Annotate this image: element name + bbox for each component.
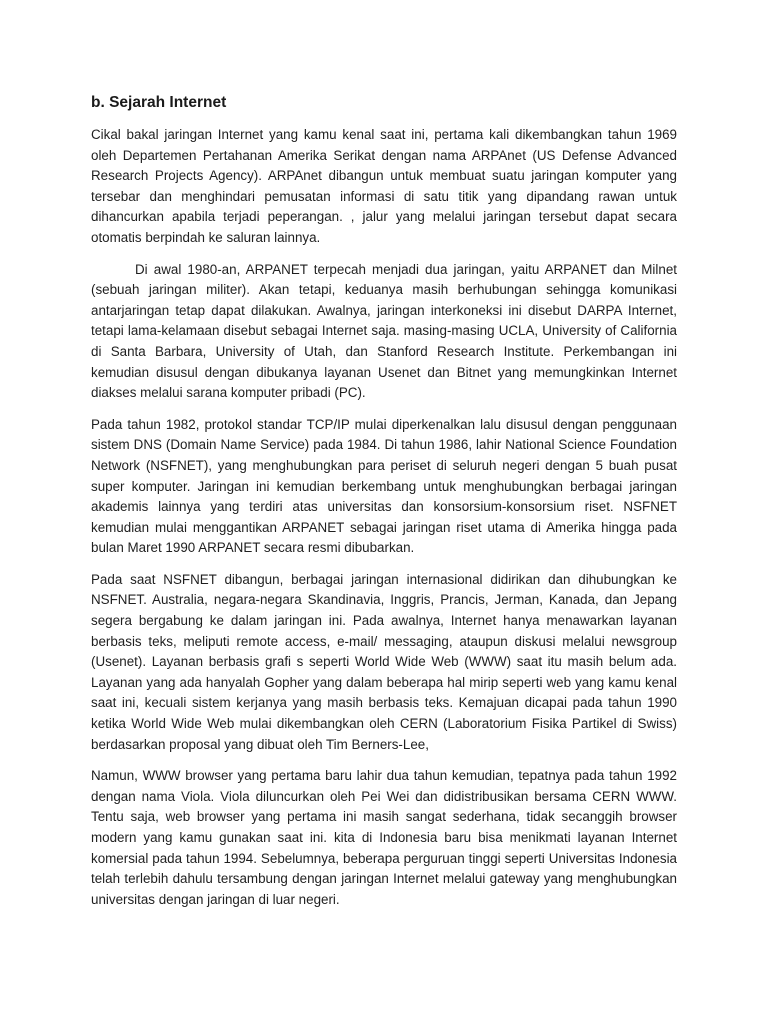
paragraph-3: Pada tahun 1982, protokol standar TCP/IP mulai diperkenalkan lalu disusul dengan penggunaan sistem DNS (Domain Name Service) pada 1984. Di tahun 1986, lahir National Science Foundation Network (NSFNET), yang menghubungkan para periset di seluruh negeri dengan 5 buah pusat super komputer. Jaringan ini kemudian berkembang untuk menghubungkan berbagai jaringan akademis lainnya yang terdiri atas universitas dan konsorsium-konsorsium riset. NSFNET kemudian mulai menggantikan ARPANET sebagai jaringan riset utama di Amerika hingga pada bulan Maret 1990 ARPANET secara resmi dibubarkan. <box>91 416 677 556</box>
paragraph-4: Pada saat NSFNET dibangun, berbagai jaringan internasional didirikan dan dihubungkan ke NSFNET. Australia, negara-negara Skandinavia, Inggris, Prancis, Jerman, Kanada, dan Jepang segera bergabung ke dalam jaringan ini. Pada awalnya, Internet hanya menawarkan layanan berbasis teks, meliputi remote access, e-mail/ messaging, ataupun diskusi melalui newsgroup (Usenet). Layanan berbasis grafi s seperti World Wide Web (WWW) saat itu masih belum ada. Layanan yang ada hanyalah Gopher yang dalam beberapa hal mirip seperti web yang kamu kenal saat ini, kecuali sistem kerjanya yang masih berbasis teks. Kemajuan dicapai pada tahun 1990 ketika World Wide Web mulai dikembangkan oleh CERN (Laboratorium Fisika Partikel di Swiss) berdasarkan proposal yang dibuat oleh Tim Berners-Lee, <box>91 571 677 752</box>
paragraph-1: Cikal bakal jaringan Internet yang kamu kenal saat ini, pertama kali dikembangkan tahun 1969 oleh Departemen Pertahanan Amerika Serikat dengan nama ARPAnet (US Defense Advanced Research Projects Agency). ARPAnet dibangun untuk membuat suatu jaringan komputer yang tersebar dan menghindari pemusatan informasi di satu titik yang dipandang rawan untuk dihancurkan apabila terjadi peperangan. , jalur yang melalui jaringan tersebut dapat secara otomatis berpindah ke saluran lainnya. <box>91 127 677 245</box>
paragraph-2: Di awal 1980-an, ARPANET terpecah menjadi dua jaringan, yaitu ARPANET dan Milnet (sebuah jaringan militer). Akan tetapi, keduanya masih berhubungan sehingga komunikasi antarjaringan tetap dapat dilakukan. Awalnya, jaringan interkoneksi ini disebut DARPA Internet, tetapi lama-kelamaan disebut sebagai Internet saja. masing-masing UCLA, University of California di Santa Barbara, University of Utah, dan Stanford Research Institute. Perkembangan ini kemudian disusul dengan dibukanya layanan Usenet dan Bitnet yang memungkinkan Internet diakses melalui sarana komputer pribadi (PC). <box>91 261 677 401</box>
section-heading: b. Sejarah Internet <box>91 94 227 111</box>
paragraph-5: Namun, WWW browser yang pertama baru lahir dua tahun kemudian, tepatnya pada tahun 1992 dengan nama Viola. Viola diluncurkan oleh Pei Wei dan didistribusikan bersama CERN WWW. Tentu saja, web browser yang pertama ini masih sangat sederhana, tidak secanggih browser modern yang kamu gunakan saat ini. kita di Indonesia baru bisa menikmati layanan Internet komersial pada tahun 1994. Sebelumnya, beberapa perguruan tinggi seperti Universitas Indonesia telah terlebih dahulu tersambung dengan jaringan Internet melalui gateway yang menghubungkan universitas dengan jaringan di luar negeri. <box>91 768 677 907</box>
document-page <box>91 93 677 921</box>
